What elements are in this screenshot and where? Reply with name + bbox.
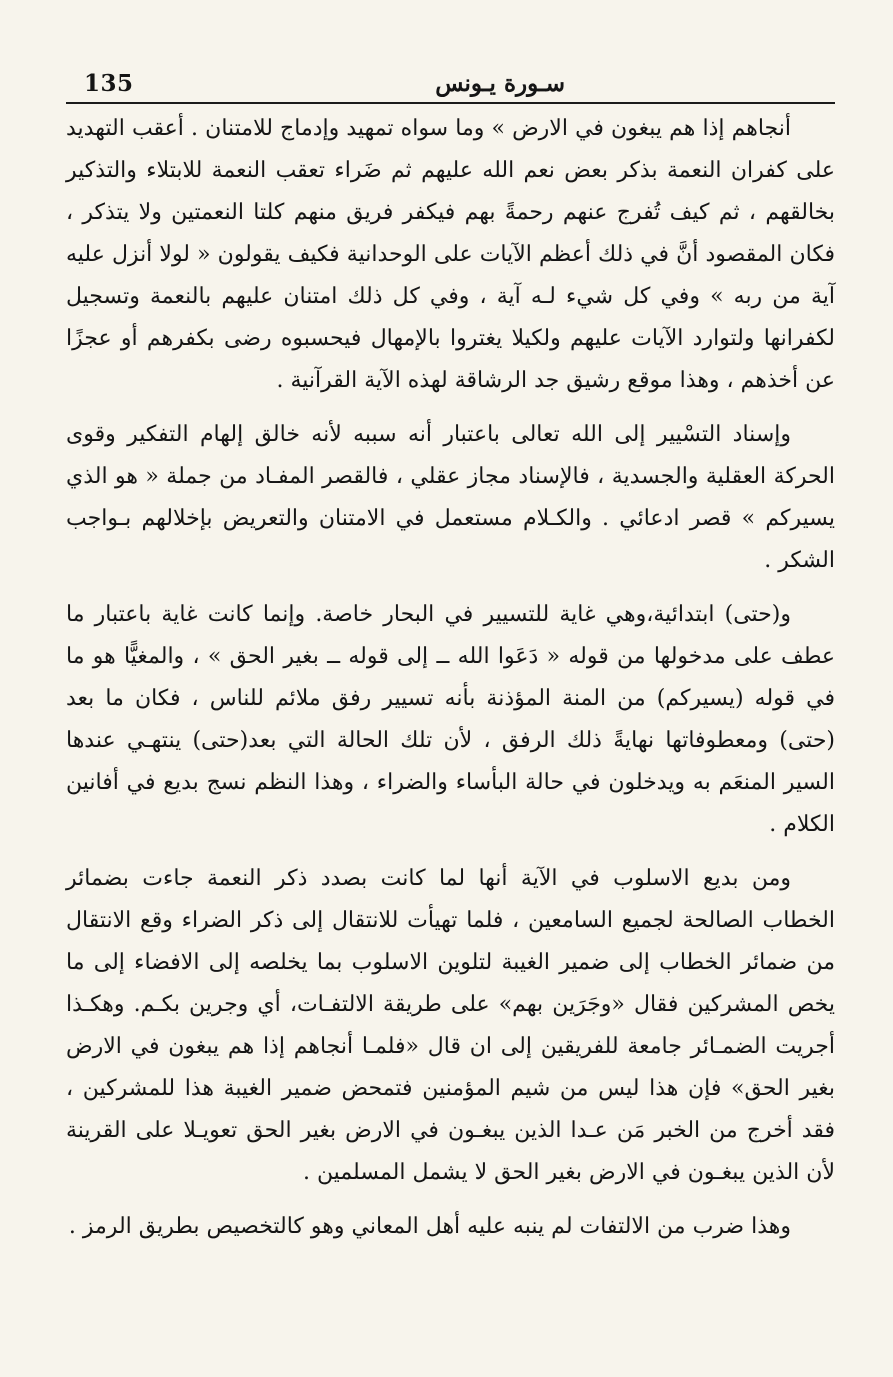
page-number: 135 [84, 70, 134, 97]
page-header [66, 62, 835, 108]
paragraph-3: و(حتى) ابتدائية،وهي غاية للتسيير في البحار خاصة. وإنما كانت غاية باعتبار ما عطف على مدخولها من قوله « دَعَوا الله ــ إلى قوله ــ بغير الحق » ، والمغيًّا هو ما في قوله (يسيركم) من المنة المؤذنة بأنه تسيير رفق ملائم للناس ، فكان ما بعد (حتى) ومعطوفاتها نهايةً ذلك الرفق ، لأن تلك الحالة التي بعد(حتى) ينتهـي عندها السير المنعَم به ويدخلون في حالة البأساء والضراء ، وهذا النظم نسج بديع في أفانين الكلام . [66, 602, 835, 837]
paragraph-2: وإسناد التسْيير إلى الله تعالى باعتبار أنه سببه لأنه خالق إلهام التفكير وقوى الحركة العقلية والجسدية ، فالإسناد مجاز عقلي ، فالقصر المفـاد من جملة « هو الذي يسيركم » قصر ادعائي . والكـلام مستعمل في الامتنان والتعريض بإخلالهم بـواجب الشكر . [66, 422, 835, 573]
paragraph-1: أنجاهم إذا هم يبغون في الارض » وما سواه تمهيد وإدماج للامتنان . أعقب التهديد على كفران النعمة بذكر بعض نعم الله عليهم ثم ضَراء تعقب النعمة للابتلاء والتذكير بخالقهم ، ثم كيف تُفرج عنهم رحمةً بهم فيكفر فريق منهم كلتا النعمتين ولا يتذكر ، فكان المقصود أنَّ في ذلك أعظم الآيات على الوحدانية فكيف يقولون « لولا أنزل عليه آية من ربه » وفي كل شيء لـه آية ، وفي كل ذلك امتنان عليهم بالنعمة وتسجيل لكفرانها ولتوارد الآيات عليهم ولكيلا يغتروا بالإمهال فيحسبوه رضى بكفرهم أو عجزًا عن أخذهم ، وهذا موقع رشيق جد الرشاقة لهذه الآية القرآنية . [66, 116, 835, 393]
paragraph-5: وهذا ضرب من الالتفات لم ينبه عليه أهل المعاني وهو كالتخصيص بطريق الرمز . [68, 1214, 791, 1239]
header-divider [66, 102, 835, 104]
paragraph-4: ومن بديع الاسلوب في الآية أنها لما كانت بصدد ذكر النعمة جاءت بضمائر الخطاب الصالحة لجميع السامعين ، فلما تهيأت للانتقال إلى ذكر الضراء وقع الانتقال من ضمائر الخطاب إلى ضمير الغيبة لتلوين الاسلوب بما يخلصه إلى الافضاء إلى ما يخص المشركين فقال «وجَرَين بهم» على طريقة الالتفـات، أي وجرين بكـم. وهكـذا أجريت الضمـائر جامعة للفريقين إلى ان قال «فلمـا أنجاهم إذا هم يبغون في الارض بغير الحق» فإن هذا ليس من شيم المؤمنين فتمحض ضمير الغيبة هذا للمشركين ، فقد أخرج من الخبر مَن عـدا الذين يبغـون في الارض بغير الحق تعويـلا على القرينة لأن الذين يبغـون في الارض بغير الحق لا يشمل المسلمين . [66, 866, 835, 1185]
main-text [66, 108, 835, 1248]
chapter-title: سـورة يـونس [435, 70, 565, 97]
